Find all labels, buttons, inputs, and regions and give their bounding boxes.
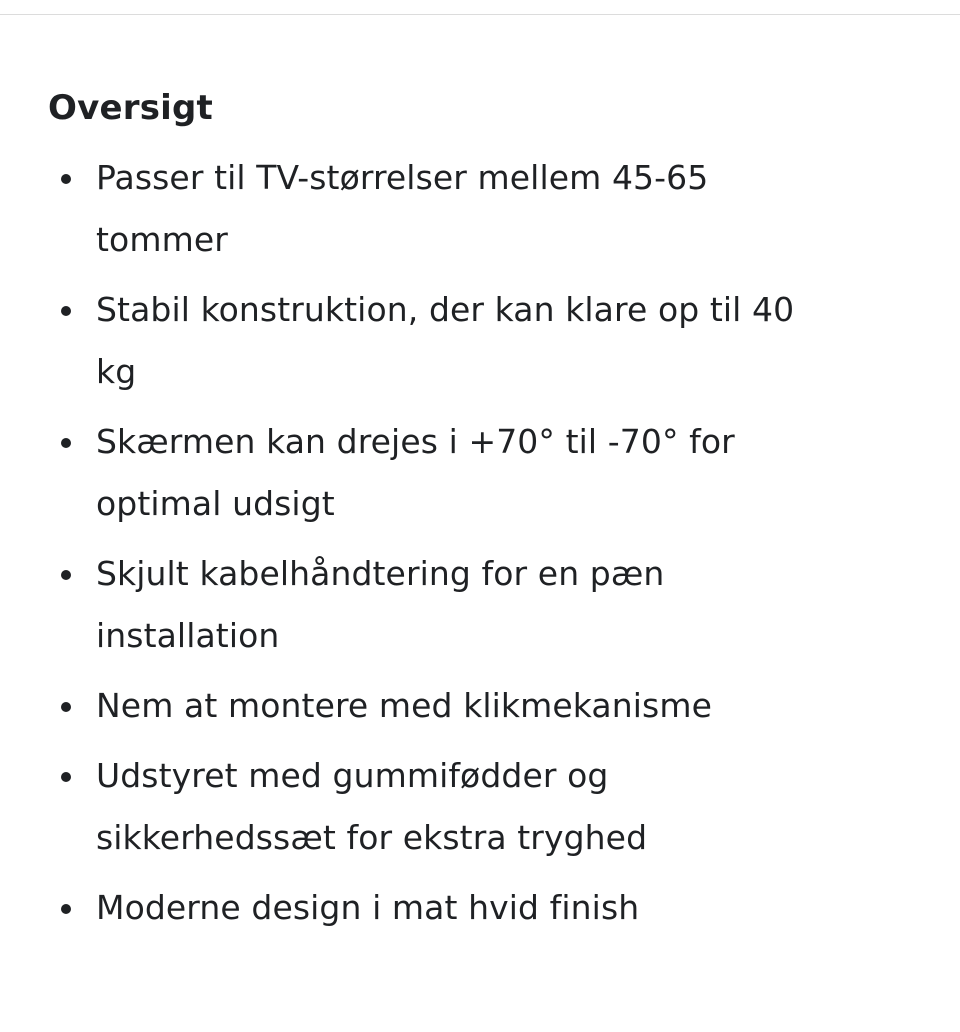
feature-text: Udstyret med gummifødder og sikkerhedssæt for ekstra tryghed [96,756,648,857]
feature-list [48,147,908,939]
feature-list-item [48,279,908,403]
feature-text: Skjult kabelhåndtering for en pæn installation [96,554,665,655]
feature-list-item [48,147,908,271]
bullet-icon [61,772,71,782]
bullet-icon [61,306,71,316]
feature-text: Stabil konstruktion, der kan klare op til 40 kg [96,290,795,391]
bullet-icon [61,438,71,448]
bullet-icon [61,702,71,712]
feature-text: Moderne design i mat hvid finish [96,888,640,927]
feature-list-item [48,411,908,535]
feature-list-item [48,675,908,737]
feature-list-item [48,745,908,869]
bullet-icon [61,904,71,914]
feature-text: Skærmen kan drejes i +70° til -70° for optimal udsigt [96,422,735,523]
feature-list-item [48,877,908,939]
feature-text: Nem at montere med klikmekanisme [96,686,712,725]
bullet-icon [61,174,71,184]
section-title: Oversigt [48,88,213,128]
overview-section [48,84,908,947]
feature-list-item [48,543,908,667]
bullet-icon [61,570,71,580]
feature-text: Passer til TV-størrelser mellem 45-65 tommer [96,158,709,259]
top-divider [0,14,960,15]
